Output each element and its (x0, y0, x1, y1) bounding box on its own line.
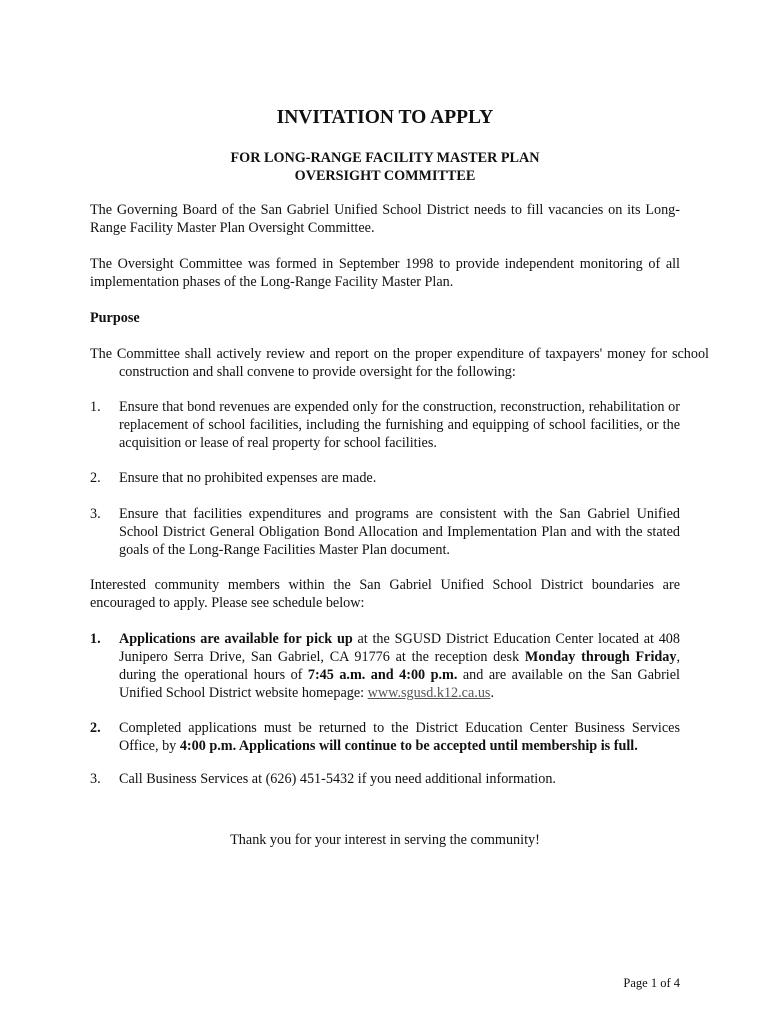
list-item-number: 1. (90, 631, 101, 647)
schedule-list-item-1 (90, 630, 680, 702)
pickup-emphasis: Applications are available for pick up (119, 631, 353, 647)
intro-paragraph-2: The Oversight Committee was formed in September 1998 to provide independent monitoring of all implementation phases of the Long-Range Facility Master Plan. (90, 256, 680, 290)
days-emphasis: Monday through Friday (524, 649, 677, 665)
document-subtitle (90, 149, 680, 185)
list-item-text: Call Business Services at (626) 451-5432 if you need additional information. (119, 771, 556, 787)
subtitle-line-1: FOR LONG-RANGE FACILITY MASTER PLAN (230, 150, 540, 166)
schedule-list-item-3 (90, 770, 680, 788)
list-item-number: 2. (90, 720, 101, 736)
page-number: Page 1 of 4 (623, 976, 680, 990)
intro-paragraph-1: The Governing Board of the San Gabriel Unified School District needs to fill vacancies on its Long-Range Facility Master Plan Oversight Committee. (90, 202, 680, 236)
purpose-list-item (90, 469, 680, 487)
purpose-list-item (90, 505, 680, 559)
purpose-heading: Purpose (90, 310, 140, 326)
list-item-number: 3. (90, 771, 101, 787)
purpose-lead-paragraph: The Committee shall actively review and report on the proper expenditure of taxpayers' money for school construction and shall convene to provide oversight for the following: (90, 346, 709, 380)
list-item-text: Ensure that bond revenues are expended only for the construction, reconstruction, rehabilitation or replacement of school facilities, including the furnishing and equipping of school facilities, or the acquisition or lease of real property for school facilities. (119, 399, 680, 451)
list-item-number: 2. (90, 470, 101, 486)
purpose-list-item (90, 398, 680, 452)
list-item-text: Ensure that no prohibited expenses are made. (119, 470, 377, 486)
list-item-text: Applications are available for pick up at the SGUSD District Education Center located at 408 Junipero Serra Drive, San Gabriel, CA 91776 at the reception desk Monday through Friday, during the operational hours of 7:45 a.m. and 4:00 p.m. and are available on the San Gabriel Unified School District website homepage: www.sgusd.k12.ca.us. (119, 631, 681, 701)
subtitle-line-2: OVERSIGHT COMMITTEE (294, 168, 476, 184)
list-item-number: 1. (90, 399, 101, 415)
deadline-emphasis: 4:00 p.m. Applications will continue to be accepted until membership is full. (179, 738, 638, 754)
website-link[interactable]: www.sgusd.k12.ca.us (367, 685, 491, 701)
list-item-text: Completed applications must be returned to the District Education Center Business Services Office, by 4:00 p.m. Applications will continue to be accepted until membership is full. (119, 720, 680, 754)
list-item-number: 3. (90, 506, 101, 522)
document-title: INVITATION TO APPLY (276, 107, 494, 128)
schedule-lead-paragraph: Interested community members within the San Gabriel Unified School District boundaries are encouraged to apply. Please see schedule below: (90, 577, 680, 611)
list-item-text: Ensure that facilities expenditures and programs are consistent with the San Gabriel Unified School District General Obligation Bond Allocation and Implementation Plan and with the stated goals of the Long-Range Facilities Master Plan document. (119, 506, 680, 558)
hours-emphasis: 7:45 a.m. and 4:00 p.m. (307, 667, 458, 683)
closing-line: Thank you for your interest in serving the community! (230, 832, 540, 848)
schedule-list-item-2 (90, 719, 680, 755)
